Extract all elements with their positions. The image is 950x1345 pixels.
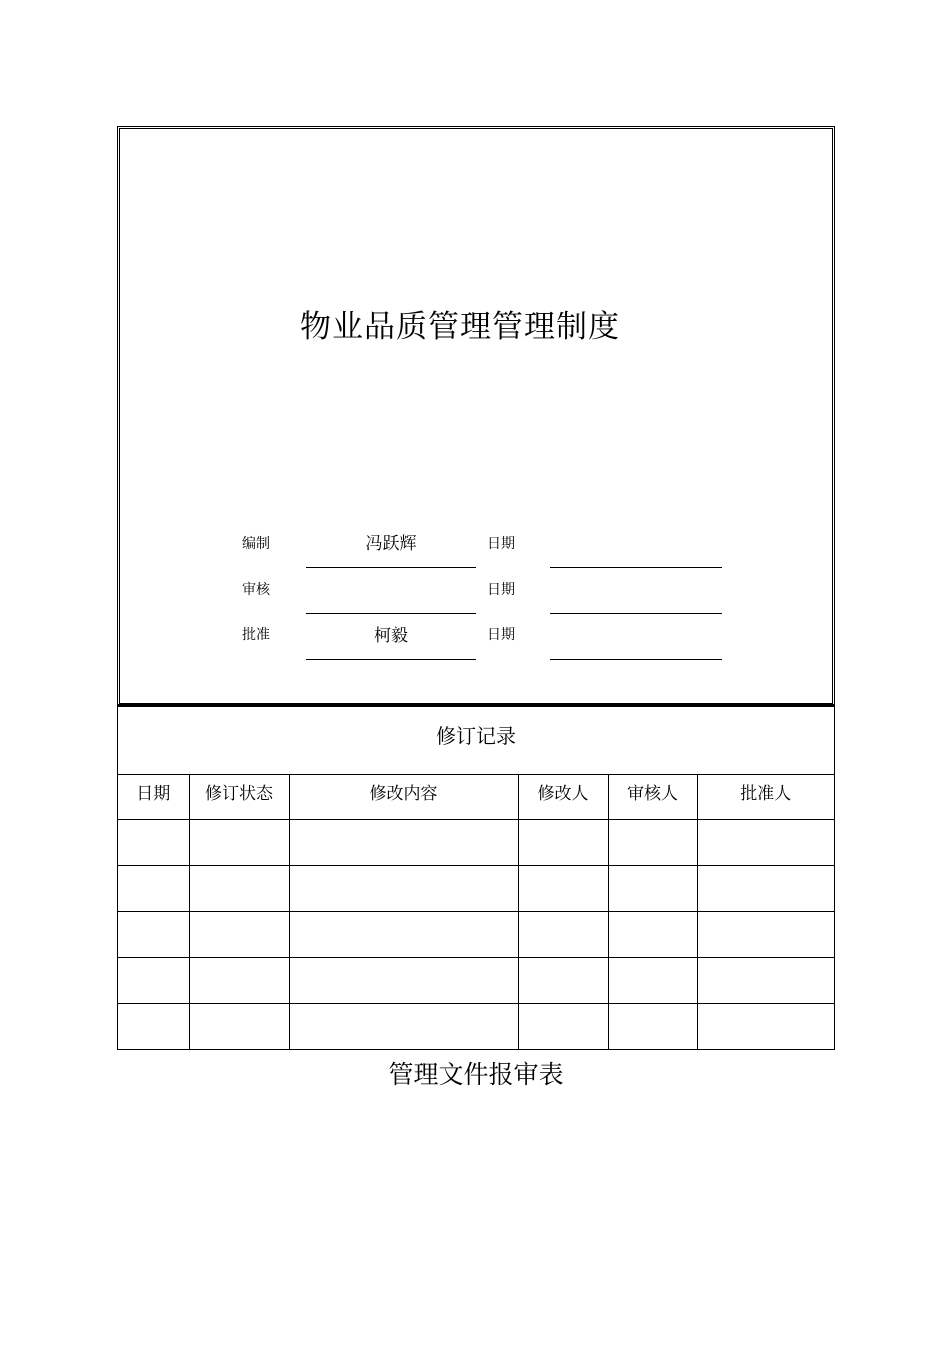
table-cell <box>518 819 608 865</box>
col-modified-by: 修改人 <box>518 775 608 819</box>
table-cell <box>189 819 289 865</box>
revision-table <box>118 775 834 1050</box>
revision-heading: 修订记录 <box>118 707 834 775</box>
table-cell <box>289 1003 518 1049</box>
col-approved-by: 批准人 <box>697 775 834 819</box>
table-row <box>118 957 834 1003</box>
approved-by-value: 柯毅 <box>374 626 408 646</box>
compiled-date-label: 日期 <box>487 536 515 552</box>
approved-date-label: 日期 <box>487 627 515 643</box>
col-date: 日期 <box>118 775 189 819</box>
table-cell <box>518 911 608 957</box>
table-cell <box>518 865 608 911</box>
form-caption: 管理文件报审表 <box>388 1060 564 1089</box>
reviewed-label: 审核 <box>242 582 270 598</box>
table-row <box>118 819 834 865</box>
table-cell <box>189 1003 289 1049</box>
cover-frame <box>117 126 835 706</box>
table-cell <box>118 957 189 1003</box>
compiled-by-value: 冯跃辉 <box>365 534 417 554</box>
reviewed-date-line <box>550 613 722 614</box>
compiled-label: 编制 <box>242 536 270 552</box>
table-cell <box>118 911 189 957</box>
table-cell <box>697 865 834 911</box>
revision-record <box>117 704 835 1050</box>
compiled-date-line <box>550 567 722 568</box>
table-cell <box>518 957 608 1003</box>
table-cell <box>189 865 289 911</box>
table-cell <box>518 1003 608 1049</box>
compiled-by-line <box>306 567 476 568</box>
table-row <box>118 1003 834 1049</box>
table-cell <box>697 957 834 1003</box>
table-cell <box>608 865 697 911</box>
table-row <box>118 911 834 957</box>
table-cell <box>289 819 518 865</box>
approved-date-line <box>550 659 722 660</box>
table-cell <box>608 911 697 957</box>
table-cell <box>697 1003 834 1049</box>
col-reviewed-by: 审核人 <box>608 775 697 819</box>
table-cell <box>118 819 189 865</box>
reviewed-date-label: 日期 <box>487 582 515 598</box>
table-cell <box>608 819 697 865</box>
table-cell <box>289 911 518 957</box>
table-cell <box>289 865 518 911</box>
table-cell <box>118 865 189 911</box>
table-row <box>118 865 834 911</box>
revision-header-row <box>118 775 834 819</box>
reviewed-by-line <box>306 613 476 614</box>
document-title: 物业品质管理管理制度 <box>300 309 620 345</box>
approved-by-line <box>306 659 476 660</box>
table-cell <box>118 1003 189 1049</box>
col-revision-status: 修订状态 <box>189 775 289 819</box>
table-cell <box>608 1003 697 1049</box>
table-cell <box>608 957 697 1003</box>
table-cell <box>289 957 518 1003</box>
approved-label: 批准 <box>242 627 270 643</box>
table-cell <box>189 957 289 1003</box>
table-cell <box>697 911 834 957</box>
col-change-content: 修改内容 <box>289 775 518 819</box>
table-cell <box>697 819 834 865</box>
table-cell <box>189 911 289 957</box>
